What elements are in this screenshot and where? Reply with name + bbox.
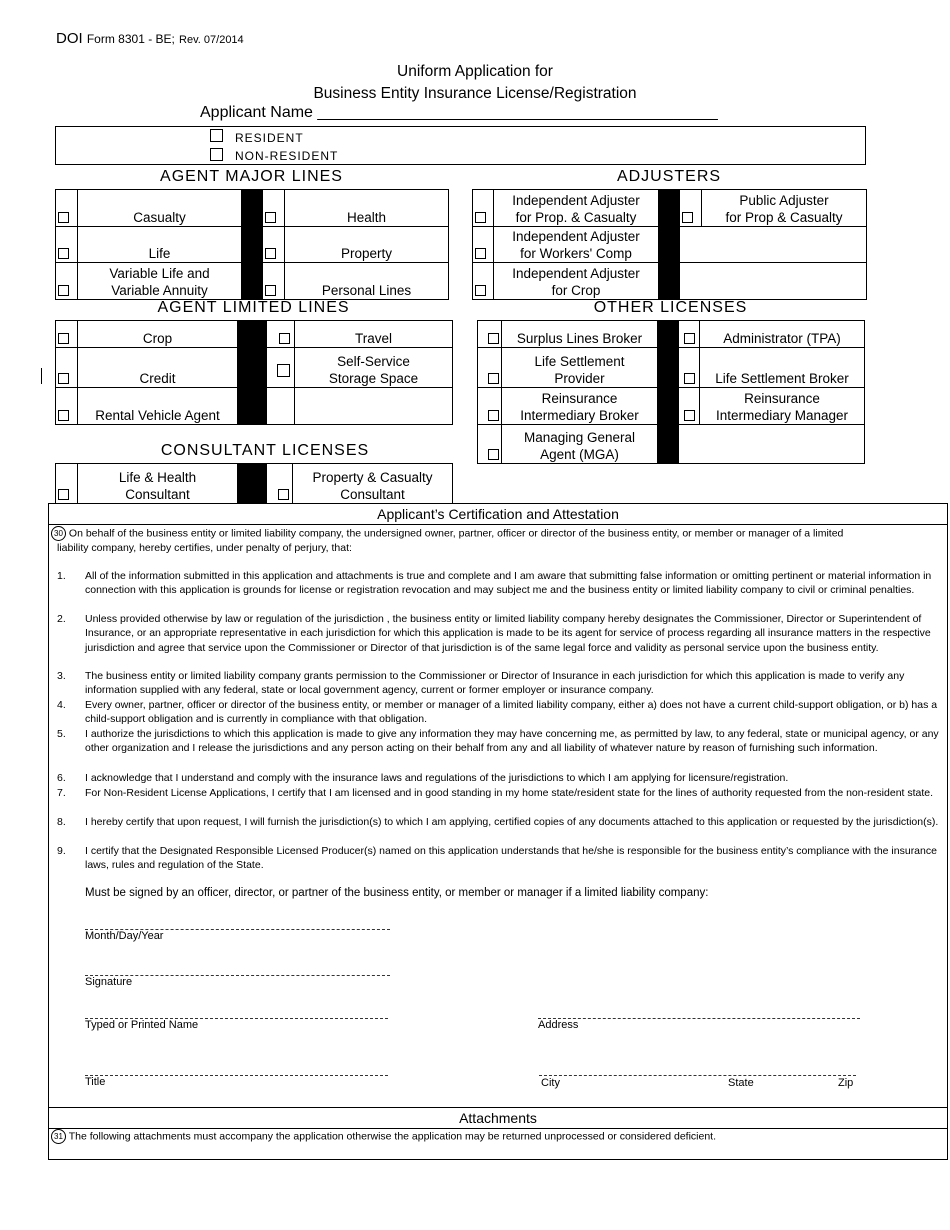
credit-checkbox[interactable]: [58, 373, 69, 384]
travel-cell: [267, 321, 295, 348]
ind-adj-wc-label: [494, 227, 659, 263]
public-adj-cell: [680, 190, 702, 227]
credit-label: Credit: [78, 348, 238, 388]
cert-item-5: [57, 727, 942, 756]
rental-checkbox[interactable]: [58, 410, 69, 421]
property-cell: [263, 227, 285, 263]
lsp-cell: [478, 348, 502, 388]
city-label: City: [541, 1077, 560, 1089]
divider: [659, 263, 680, 300]
attachments-note: [51, 1129, 941, 1144]
rib-line1: Reinsurance: [541, 391, 618, 406]
item-text: Unless provided otherwise by law or regulation of the jurisdiction , the business entity or limited liability company hereby designates the Commissioner, Director or Superintendent of Insurance, or an appropriate representative in each jurisdiction for which this application is made to be its agent for service of process regarding all insurance matters in the respective jurisdiction and agree that service upon the Commissioner or Director of that jurisdiction is of the same legal force and validity as personal service upon the business entity.: [85, 613, 931, 654]
item-number: 7.: [57, 787, 66, 799]
ind-adj-crop-label: [494, 263, 659, 300]
agent-limited-table: [55, 320, 453, 425]
variable-life-line2: Variable Annuity: [111, 283, 208, 298]
doi-label: DOI: [56, 30, 83, 47]
resident-label: RESIDENT: [235, 131, 304, 145]
title-label: Title: [85, 1076, 106, 1088]
signature-line: [85, 965, 390, 976]
surplus-label: Surplus Lines Broker: [502, 321, 658, 348]
non-resident-checkbox[interactable]: [210, 148, 223, 161]
item-text: I acknowledge that I understand and comply with the insurance laws and regulations of the jurisdictions to which I am applying for licensure/registration.: [85, 772, 789, 784]
item-number: 9.: [57, 845, 66, 857]
city-line: [539, 1065, 856, 1076]
city-state-zip-field[interactable]: [539, 1065, 856, 1089]
rib-line2: Intermediary Broker: [520, 408, 639, 423]
attachments-heading: Attachments: [49, 1107, 947, 1129]
state-label: State: [728, 1077, 754, 1089]
public-adj-label: [702, 190, 867, 227]
signature-field[interactable]: [85, 965, 390, 988]
item-number: 1.: [57, 570, 66, 582]
pc-consultant-label: [293, 464, 453, 504]
cert-item-2: [57, 612, 942, 655]
divider: [238, 321, 267, 348]
resident-checkbox[interactable]: [210, 129, 223, 142]
divider: [658, 425, 679, 464]
item-text: Every owner, partner, officer or director of the business entity, or member or manager of a limited liability company, either a) does not have a current child-support obligation, or b) has a child-support obligation and is currently in compliance with that obligation.: [85, 699, 938, 726]
rim-line2: Intermediary Manager: [715, 408, 849, 423]
item-number: 5.: [57, 728, 66, 740]
ind-adj-crop-line1: Independent Adjuster: [512, 266, 640, 281]
mga-checkbox[interactable]: [488, 449, 499, 460]
ind-adj-pc-checkbox[interactable]: [475, 212, 486, 223]
rim-cell: [679, 388, 700, 425]
divider: [658, 348, 679, 388]
item-text: The business entity or limited liability company grants permission to the Commissioner or Director of Insurance in each jurisdiction for which this application is made to verify any information supplied with any federal, state or local government agency, current or former employer or insurance company.: [85, 670, 905, 697]
surplus-checkbox[interactable]: [488, 333, 499, 344]
lsb-label: Life Settlement Broker: [700, 348, 865, 388]
tpa-checkbox[interactable]: [684, 333, 695, 344]
form-title-1: Uniform Application for: [397, 63, 553, 80]
empty-cell: [295, 388, 453, 425]
item-text: I certify that the Designated Responsible Licensed Producer(s) named on this application understands that he/she is responsible for the business entity’s compliance with the insurance laws, rules and regulation of the State.: [85, 845, 937, 872]
divider: [242, 263, 263, 300]
lsb-cell: [679, 348, 700, 388]
empty-cell: [680, 227, 867, 263]
other-licenses-heading: OTHER LICENSES: [593, 299, 748, 316]
item-text: For Non-Resident License Applications, I certify that I am licensed and in good standing in my home state/resident state for the lines of authority requested from the non-resident state.: [85, 787, 934, 799]
item-text: I hereby certify that upon request, I will furnish the jurisdiction(s) to which I am applying, certified copies of any documents attached to this application or requested by the jurisdiction(s).: [85, 816, 939, 828]
property-label: Property: [285, 227, 449, 263]
cert-item-7: [57, 786, 942, 800]
form-title-2: Business Entity Insurance License/Registration: [313, 85, 637, 102]
date-line: [85, 919, 390, 930]
ind-adj-pc-cell: [473, 190, 494, 227]
variable-life-line1: Variable Life and: [109, 266, 210, 281]
agent-major-table: [55, 189, 449, 300]
certification-section: [48, 503, 948, 1160]
ind-adj-crop-checkbox[interactable]: [475, 285, 486, 296]
personal-lines-cell: [263, 263, 285, 300]
divider: [659, 190, 680, 227]
signature-label: Signature: [85, 976, 133, 988]
ind-adj-crop-line2: for Crop: [551, 283, 601, 298]
margin-mark: [41, 368, 42, 384]
applicant-name-field[interactable]: Applicant Name _____________________________________________: [200, 104, 718, 121]
travel-label: Travel: [295, 321, 453, 348]
public-adj-line2: for Prop & Casualty: [725, 210, 843, 225]
consultant-heading: CONSULTANT LICENSES: [160, 442, 370, 459]
rib-cell: [478, 388, 502, 425]
mga-cell: [478, 425, 502, 464]
crop-cell: [56, 321, 78, 348]
rib-checkbox[interactable]: [488, 410, 499, 421]
life-cell: [56, 227, 78, 263]
certification-intro: [51, 526, 941, 541]
printed-name-label: Typed or Printed Name: [85, 1019, 199, 1031]
printed-name-field[interactable]: [85, 1008, 388, 1031]
lsp-line2: Provider: [554, 371, 605, 386]
mga-label: [502, 425, 658, 464]
divider: [659, 227, 680, 263]
item-number: 8.: [57, 816, 66, 828]
mga-line2: Agent (MGA): [540, 447, 619, 462]
life-checkbox[interactable]: [58, 248, 69, 259]
self-storage-cell: [267, 348, 295, 388]
rim-line1: Reinsurance: [744, 391, 820, 406]
health-cell: [263, 190, 285, 227]
crop-checkbox[interactable]: [58, 333, 69, 344]
rental-label: Rental Vehicle Agent: [78, 388, 238, 425]
cert-item-4: [57, 698, 942, 727]
rim-checkbox[interactable]: [684, 410, 695, 421]
personal-lines-label: Personal Lines: [285, 263, 449, 300]
tpa-label: Administrator (TPA): [700, 321, 865, 348]
cert-item-9: [57, 844, 942, 873]
rim-label: [700, 388, 865, 425]
printed-name-line: [85, 1008, 388, 1019]
divider: [658, 388, 679, 425]
certification-heading: Applicant’s Certification and Attestation: [49, 504, 947, 525]
credit-cell: [56, 348, 78, 388]
health-checkbox[interactable]: [265, 212, 276, 223]
personal-lines-checkbox[interactable]: [265, 285, 276, 296]
intro-line1: On behalf of the business entity or limited liability company, the undersigned owner, partner, officer or director of the business entity, or member or manager of a limited: [68, 527, 844, 540]
ind-adj-wc-line1: Independent Adjuster: [512, 229, 640, 244]
self-storage-line1: Self-Service: [337, 354, 410, 369]
empty-cell: [267, 388, 295, 425]
item-number: 3.: [57, 670, 66, 682]
non-resident-label: NON-RESIDENT: [235, 149, 339, 163]
variable-life-checkbox[interactable]: [58, 285, 69, 296]
self-storage-line2: Storage Space: [328, 371, 419, 386]
health-label: Health: [285, 190, 449, 227]
lh-consultant-line1: Life & Health: [118, 470, 197, 485]
form-number: Form 8301 - BE;: [86, 32, 175, 46]
divider: [238, 348, 267, 388]
pc-consultant-line1: Property & Casualty: [312, 470, 433, 485]
divider: [658, 321, 679, 348]
item-number: 2.: [57, 613, 66, 625]
other-licenses-table: [477, 320, 865, 464]
lsp-line1: Life Settlement: [534, 354, 625, 369]
travel-checkbox[interactable]: [279, 333, 290, 344]
self-storage-label: [295, 348, 453, 388]
adjusters-table: [472, 189, 867, 300]
form-code: [56, 30, 244, 47]
address-line: [538, 1008, 860, 1019]
lh-consultant-cell: [56, 464, 78, 504]
lsp-label: [502, 348, 658, 388]
title-field[interactable]: [85, 1065, 388, 1088]
ind-adj-wc-line2: for Workers' Comp: [520, 246, 632, 261]
item-text: I authorize the jurisdictions to which this application is made to give any information they may have concerning me, as permitted by law, to any federal, state or municipal agency, or any other organization and I release the jurisdictions and any person acting on their behalf from any and all liability of whatever nature by reason of furnishing such information.: [85, 728, 939, 755]
rental-cell: [56, 388, 78, 425]
divider: [242, 227, 263, 263]
ind-adj-pc-label: [494, 190, 659, 227]
residency-box: [55, 126, 866, 165]
consultant-table: [55, 463, 453, 504]
casualty-cell: [56, 190, 78, 227]
empty-cell: [679, 425, 865, 464]
ind-adj-pc-line2: for Prop. & Casualty: [515, 210, 637, 225]
life-label: Life: [78, 227, 242, 263]
public-adj-checkbox[interactable]: [682, 212, 693, 223]
cert-item-8: [57, 815, 942, 829]
date-field[interactable]: [85, 919, 390, 942]
cert-item-1: [57, 569, 942, 598]
ind-adj-pc-line1: Independent Adjuster: [512, 193, 640, 208]
divider: [238, 464, 267, 504]
variable-life-cell: [56, 263, 78, 300]
lsb-checkbox[interactable]: [684, 373, 695, 384]
crop-label: Crop: [78, 321, 238, 348]
lh-consultant-label: [78, 464, 238, 504]
adjusters-heading: ADJUSTERS: [616, 168, 722, 185]
rib-label: [502, 388, 658, 425]
empty-cell: [680, 263, 867, 300]
pc-consultant-checkbox[interactable]: [278, 489, 289, 500]
ind-adj-wc-checkbox[interactable]: [475, 248, 486, 259]
title-line: [85, 1065, 388, 1076]
item-number: 4.: [57, 699, 66, 711]
divider: [238, 388, 267, 425]
public-adj-line1: Public Adjuster: [739, 193, 829, 208]
zip-label: Zip: [838, 1077, 854, 1089]
item-text: All of the information submitted in this application and attachments is true and complete and I am aware that submitting false information or omitting pertinent or material information in connection with this application is grounds for license or registration revocation and may subject me and the business entity or limited liability company to civil or criminal penalties.: [85, 570, 932, 597]
lh-consultant-line2: Consultant: [125, 487, 190, 502]
lh-consultant-checkbox[interactable]: [58, 489, 69, 500]
variable-life-label: [78, 263, 242, 300]
casualty-checkbox[interactable]: [58, 212, 69, 223]
agent-major-heading: AGENT MAJOR LINES: [160, 168, 343, 185]
casualty-label: Casualty: [78, 190, 242, 227]
cert-item-6: [57, 771, 942, 785]
mga-line1: Managing General: [523, 430, 636, 445]
cert-item-3: [57, 669, 942, 698]
intro-line2: liability company, hereby certifies, under penalty of perjury, that:: [57, 542, 352, 554]
divider: [242, 190, 263, 227]
ind-adj-wc-cell: [473, 227, 494, 263]
address-field[interactable]: [538, 1008, 860, 1031]
revision: Rev. 07/2014: [179, 34, 244, 46]
attachments-text: The following attachments must accompany the application otherwise the application may be returned unprocessed or considered deficient.: [68, 1130, 717, 1143]
lsp-checkbox[interactable]: [488, 373, 499, 384]
item-number-badge: 30: [51, 526, 66, 541]
ind-adj-crop-cell: [473, 263, 494, 300]
agent-limited-heading: AGENT LIMITED LINES: [157, 299, 350, 316]
pc-consultant-line2: Consultant: [340, 487, 405, 502]
date-label: Month/Day/Year: [85, 930, 164, 942]
address-label: Address: [538, 1019, 579, 1031]
item-number: 6.: [57, 772, 66, 784]
property-checkbox[interactable]: [265, 248, 276, 259]
must-sign-note: Must be signed by an officer, director, or partner of the business entity, or member or manager if a limited liability company:: [85, 887, 709, 899]
tpa-cell: [679, 321, 700, 348]
surplus-cell: [478, 321, 502, 348]
item-number-badge: 31: [51, 1129, 66, 1144]
self-storage-checkbox[interactable]: [277, 364, 290, 377]
pc-consultant-cell: [267, 464, 293, 504]
